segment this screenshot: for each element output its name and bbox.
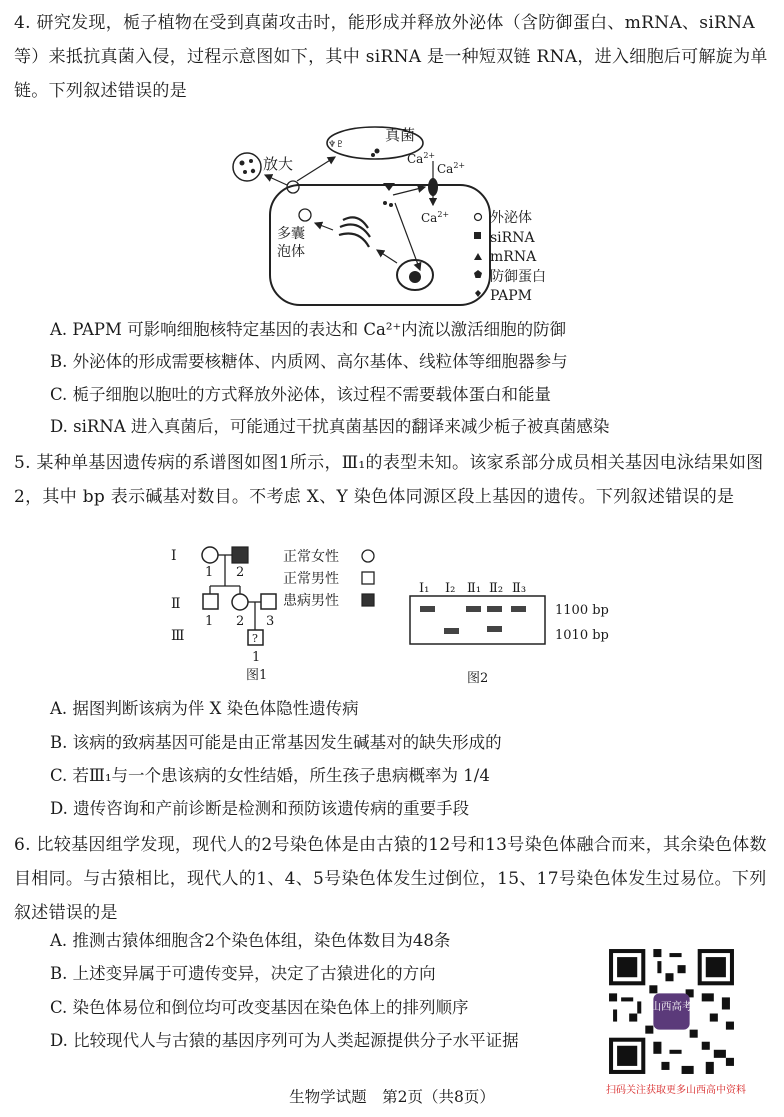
q4-option-d: D. siRNA 进入真菌后，可能通过干扰真菌基因的翻译来减少栀子被真菌感染 — [50, 417, 610, 436]
gel-figure — [405, 572, 620, 687]
svg-text:1: 1 — [205, 614, 214, 629]
qr-code[interactable] — [605, 945, 738, 1078]
qr-badge-text: 山西高考 — [650, 1000, 693, 1013]
mvb-label-2: 泡体 — [277, 244, 305, 260]
exosome-enlarged-icon — [233, 153, 261, 181]
q5-option-b: B. 该病的致病基因可能是由正常基因发生碱基对的缺失形成的 — [50, 733, 502, 752]
legend-defense-protein: 防御蛋白 — [490, 269, 546, 285]
individual-I1-normal-female — [202, 547, 218, 563]
band-II2-1100 — [487, 606, 502, 612]
golgi-icon — [339, 217, 370, 247]
lane-I2-label: Ⅰ₂ — [445, 581, 456, 596]
figure-legend — [474, 209, 546, 304]
legend-papm: PAPM — [490, 288, 532, 304]
svg-text:3: 3 — [266, 614, 275, 629]
individual-I2-affected-male — [232, 547, 248, 563]
lane-I1-label: Ⅰ₁ — [419, 581, 430, 596]
pedigree-figure — [168, 542, 388, 692]
enlarge-label: 放大 — [263, 155, 294, 173]
q5-option-a: A. 据图判断该病为伴 X 染色体隐性遗传病 — [50, 699, 359, 718]
question-6-stem: 6. 比较基因组学发现，现代人的2号染色体是由古猿的12号和13号染色体融合而来，其余染色体数目相同。与古猿相比，现代人的1、4、5号染色体发生过倒位，15、17号染色体发生过易位。下列叙述错误的是 — [14, 835, 767, 923]
q6-option-c: C. 染色体易位和倒位均可改变基因在染色体上的排列顺序 — [50, 998, 469, 1017]
ca-label-3: $Ca^{2+}$ — [421, 210, 450, 225]
question-4-stem: 4. 研究发现，栀子植物在受到真菌攻击时，能形成并释放外泌体（含防御蛋白、mRNA、siRNA等）来抵抗真菌入侵，过程示意图如下，其中 siRNA 是一种短双链 RNA，进入细胞后可解旋为单链。下列叙述错误的是 — [14, 13, 768, 101]
lane-II2-label: Ⅱ₂ — [489, 581, 504, 596]
legend-mrna: mRNA — [490, 249, 537, 265]
question-5-stem: 5. 某种单基因遗传病的系谱图如图1所示，Ⅲ₁的表型未知。该家系部分成员相关基因电泳结果如图2，其中 bp 表示碱基对数目。不考虑 X、Y 染色体同源区段上基因的遗传。下列叙述错误的是 — [14, 453, 764, 507]
generation-3-label: Ⅲ — [171, 628, 185, 644]
papm-receptor-icon — [383, 183, 395, 191]
page-footer: 生物学试题 第2页（共8页） — [289, 1088, 495, 1106]
q6-option-b: B. 上述变异属于可遗传变异，决定了古猿进化的方向 — [50, 964, 436, 983]
q6-option-d: D. 比较现代人与古猿的基因序列可为人类起源提供分子水平证据 — [50, 1031, 519, 1050]
band-I2-1010 — [444, 628, 459, 634]
legend-normal-female: 正常女性 — [283, 549, 339, 565]
svg-text:2: 2 — [236, 614, 245, 629]
band-II2-1010 — [487, 626, 502, 632]
legend-affected-male: 患病男性 — [283, 593, 339, 609]
mrna-legend-icon — [474, 253, 482, 260]
exosome-figure — [225, 125, 565, 310]
band-size-1010: 1010 bp — [555, 628, 609, 643]
q5-option-d: D. 遗传咨询和产前诊断是检测和预防该遗传病的重要手段 — [50, 799, 470, 818]
legend-exosome: 外泌体 — [490, 210, 532, 226]
individual-II2-normal-female — [232, 594, 248, 610]
generation-1-label: Ⅰ — [171, 548, 177, 564]
q6-option-a: A. 推测古猿体细胞含2个染色体组，染色体数目为48条 — [50, 931, 451, 950]
qr-caption: 扫码关注获取更多山西高中资料 — [606, 1085, 746, 1096]
band-I1-1100 — [420, 606, 435, 612]
svg-text:1: 1 — [205, 565, 214, 580]
legend-normal-male: 正常男性 — [283, 571, 339, 587]
lane-II3-label: Ⅱ₃ — [512, 581, 527, 596]
q4-option-b: B. 外泌体的形成需要核糖体、内质网、高尔基体、线粒体等细胞器参与 — [50, 352, 568, 371]
normal-male-symbol — [362, 572, 374, 584]
fungus-receptor-icon: ♆♇ — [328, 140, 345, 150]
band-II1-1100 — [466, 606, 481, 612]
fungus-label: 真菌 — [385, 126, 416, 144]
individual-II1-normal-male — [203, 594, 218, 609]
q4-option-c: C. 栀子细胞以胞吐的方式释放外泌体，该过程不需要载体蛋白和能量 — [50, 385, 552, 404]
q5-option-c: C. 若Ⅲ₁与一个患该病的女性结婚，所生孩子患病概率为 1/4 — [50, 766, 490, 785]
normal-female-symbol — [362, 550, 374, 562]
affected-male-symbol — [362, 594, 374, 606]
sirna-legend-icon — [474, 232, 481, 239]
generation-2-label: Ⅱ — [171, 596, 181, 612]
mvb-label-1: 多囊 — [277, 226, 305, 242]
q4-option-a: A. PAPM 可影响细胞核特定基因的表达和 Ca²⁺内流以激活细胞的防御 — [50, 320, 567, 339]
svg-text:2: 2 — [236, 565, 245, 580]
lane-II1-label: Ⅱ₁ — [467, 581, 482, 596]
exosome-legend-icon — [475, 214, 482, 221]
svg-text:1: 1 — [252, 650, 261, 665]
legend-sirna: siRNA — [490, 230, 535, 246]
ca-label-2: $Ca^{2+}$ — [437, 161, 466, 176]
svg-text:?: ? — [252, 632, 258, 645]
figure-2-caption: 图2 — [467, 671, 489, 686]
figure-1-caption: 图1 — [246, 668, 268, 683]
gel-box — [410, 596, 545, 644]
band-II3-1100 — [511, 606, 526, 612]
ca-label-1: $Ca^{2+}$ — [407, 151, 436, 166]
band-size-1100: 1100 bp — [555, 603, 609, 618]
individual-II3-normal-male — [261, 594, 276, 609]
defense-protein-legend-icon — [474, 270, 482, 278]
